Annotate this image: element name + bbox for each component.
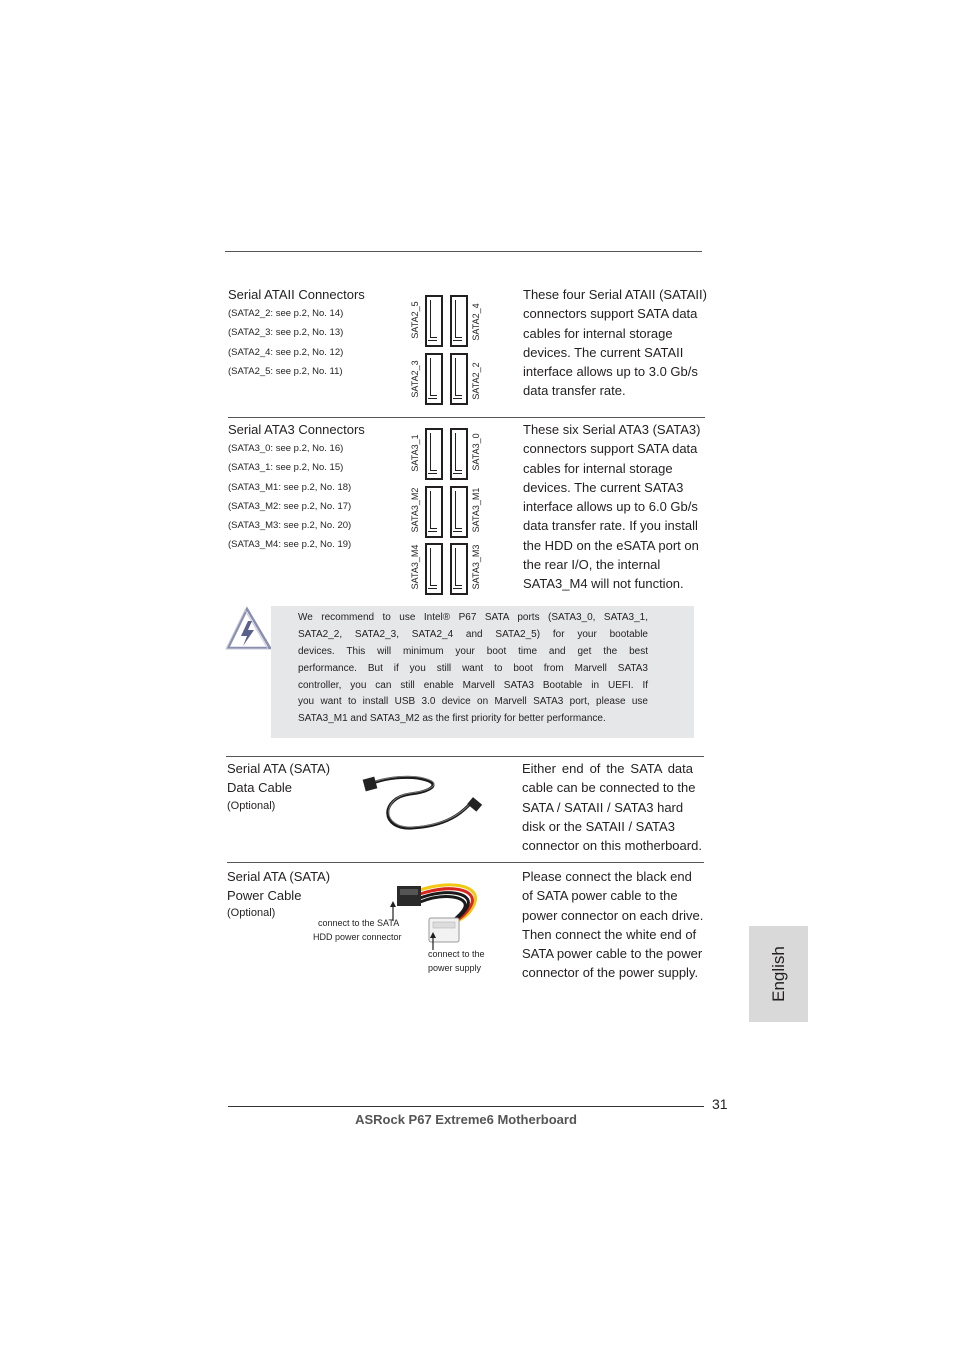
sata3-ref: (SATA3_M2: see p.2, No. 17) — [228, 500, 352, 512]
power-cable-title-2: Power Cable — [227, 888, 302, 903]
power-cable-title: Serial ATA (SATA) — [227, 869, 331, 884]
desc-line: the rear I/O, the internal — [523, 557, 661, 573]
sata-port-icon — [450, 295, 468, 347]
sata3-ref: (SATA3_M3: see p.2, No. 20) — [228, 520, 352, 532]
desc-line: interface allows up to 3.0 Gb/s — [523, 364, 698, 380]
sataii-ref: (SATA2_4: see p.2, No. 12) — [228, 346, 344, 358]
language-tab — [749, 926, 808, 1022]
sata3-ref: (SATA3_M4: see p.2, No. 19) — [228, 539, 352, 551]
desc-line: connector on this motherboard. — [522, 838, 702, 854]
port-label: SATA2_2 — [471, 362, 481, 400]
optional-label: (Optional) — [227, 800, 276, 812]
desc-line: connector of the power supply. — [522, 965, 699, 981]
desc-line: cables for internal storage — [523, 325, 673, 341]
note-line: performance. But if you still want to boot from Marvell SATA3 — [298, 662, 648, 674]
port-label: SATA3_M3 — [471, 544, 481, 590]
port-label: SATA3_0 — [471, 433, 481, 471]
port-label: SATA3_M2 — [410, 487, 420, 533]
desc-line: data transfer rate. If you install — [523, 518, 698, 534]
port-label: SATA3_M1 — [471, 487, 481, 533]
sata-port-icon — [425, 295, 443, 347]
note-line: We recommend to use Intel® P67 SATA ports (SATA3_0, SATA3_1, — [298, 612, 648, 623]
desc-line: the HDD on the eSATA port on — [523, 537, 699, 553]
sata-port-icon — [425, 543, 443, 595]
sata-port-icon — [450, 353, 468, 405]
desc-line: of SATA power cable to the — [522, 888, 678, 904]
sata-port-icon — [425, 428, 443, 480]
desc-line: Please connect the black end — [522, 869, 692, 884]
desc-line: power connector on each drive. — [522, 907, 704, 923]
desc-line: These four Serial ATAII (SATAII) — [523, 287, 707, 302]
footer-title: ASRock P67 Extreme6 Motherboard — [355, 1112, 577, 1127]
sata-port-icon — [425, 486, 443, 538]
desc-line: interface allows up to 6.0 Gb/s — [523, 499, 698, 515]
desc-line: devices. The current SATA3 — [523, 479, 684, 495]
top-divider — [225, 251, 702, 252]
port-label: SATA2_4 — [471, 303, 481, 341]
sataii-description — [523, 285, 707, 401]
sata3-ref: (SATA3_0: see p.2, No. 16) — [228, 443, 344, 454]
page-number: 31 — [712, 1096, 728, 1112]
power-cable-description — [522, 867, 703, 983]
note-line: SATA2_2, SATA2_3, SATA2_4 and SATA2_5) for your bootable — [298, 628, 648, 640]
desc-line: connectors support SATA data — [523, 306, 698, 322]
caption-psu-2: power supply — [428, 963, 482, 973]
desc-line: devices. The current SATAII — [523, 344, 684, 360]
port-label: SATA2_3 — [410, 360, 420, 398]
sata3-ref: (SATA3_M1: see p.2, No. 18) — [228, 481, 352, 493]
sata-port-icon — [450, 428, 468, 480]
note-line: SATA3_M1 and SATA3_M2 as the first priority for better performance. — [298, 713, 606, 725]
port-label: SATA3_1 — [410, 434, 420, 472]
language-tab-label: English — [768, 946, 788, 1002]
desc-line: SATA / SATAII / SATA3 hard — [522, 799, 684, 815]
sataii-ref: (SATA2_3: see p.2, No. 13) — [228, 327, 344, 339]
note-line: controller, you can still enable Marvell SATA3 Bootable in UEFI. If — [298, 679, 648, 691]
sataii-ref: (SATA2_2: see p.2, No. 14) — [228, 308, 344, 319]
caption-psu: connect to the — [428, 949, 485, 959]
sata-port-icon — [450, 543, 468, 595]
desc-line: cables for internal storage — [523, 460, 673, 476]
section-divider — [227, 862, 704, 863]
desc-line: data transfer rate. — [523, 383, 626, 399]
port-label: SATA2_5 — [410, 301, 420, 339]
desc-line: Then connect the white end of — [522, 926, 697, 942]
port-label: SATA3_M4 — [410, 544, 420, 590]
desc-line: SATA3_M4 will not function. — [523, 576, 684, 592]
warning-icon — [225, 606, 273, 652]
desc-line: SATA power cable to the power — [522, 946, 703, 962]
desc-line: Either end of the SATA data — [522, 761, 693, 776]
desc-line: connectors support SATA data — [523, 441, 698, 457]
footer-rule — [228, 1106, 704, 1107]
sataii-ref: (SATA2_5: see p.2, No. 11) — [228, 365, 343, 377]
note-line: devices. This will minimum your boot time and get the best — [298, 645, 648, 657]
sataii-title: Serial ATAII Connectors — [228, 287, 365, 302]
sataii-refs — [228, 304, 343, 381]
data-cable-description — [522, 759, 702, 855]
note-line: you want to install USB 3.0 device on Marvell SATA3 port, please use — [298, 696, 648, 708]
desc-line: These six Serial ATA3 (SATA3) — [523, 422, 701, 437]
sata-port-icon — [425, 353, 443, 405]
sata3-title: Serial ATA3 Connectors — [228, 422, 365, 437]
desc-line: cable can be connected to the — [522, 780, 696, 796]
sata-data-cable-icon — [360, 770, 490, 835]
section-divider — [226, 756, 704, 757]
note-text — [298, 610, 648, 728]
section-divider — [228, 417, 705, 418]
caption-hdd-2: HDD power connector — [313, 932, 402, 942]
desc-line: disk or the SATAII / SATA3 — [522, 818, 675, 834]
sata3-description — [523, 420, 700, 594]
sata3-refs — [228, 439, 351, 555]
sata-port-icon — [450, 486, 468, 538]
caption-hdd: connect to the SATA — [318, 918, 400, 928]
sata3-ref: (SATA3_1: see p.2, No. 15) — [228, 462, 344, 474]
optional-label: (Optional) — [227, 907, 276, 919]
sata-power-cable-icon — [395, 880, 485, 945]
data-cable-title-2: Data Cable — [227, 780, 293, 795]
data-cable-title: Serial ATA (SATA) — [227, 761, 331, 776]
